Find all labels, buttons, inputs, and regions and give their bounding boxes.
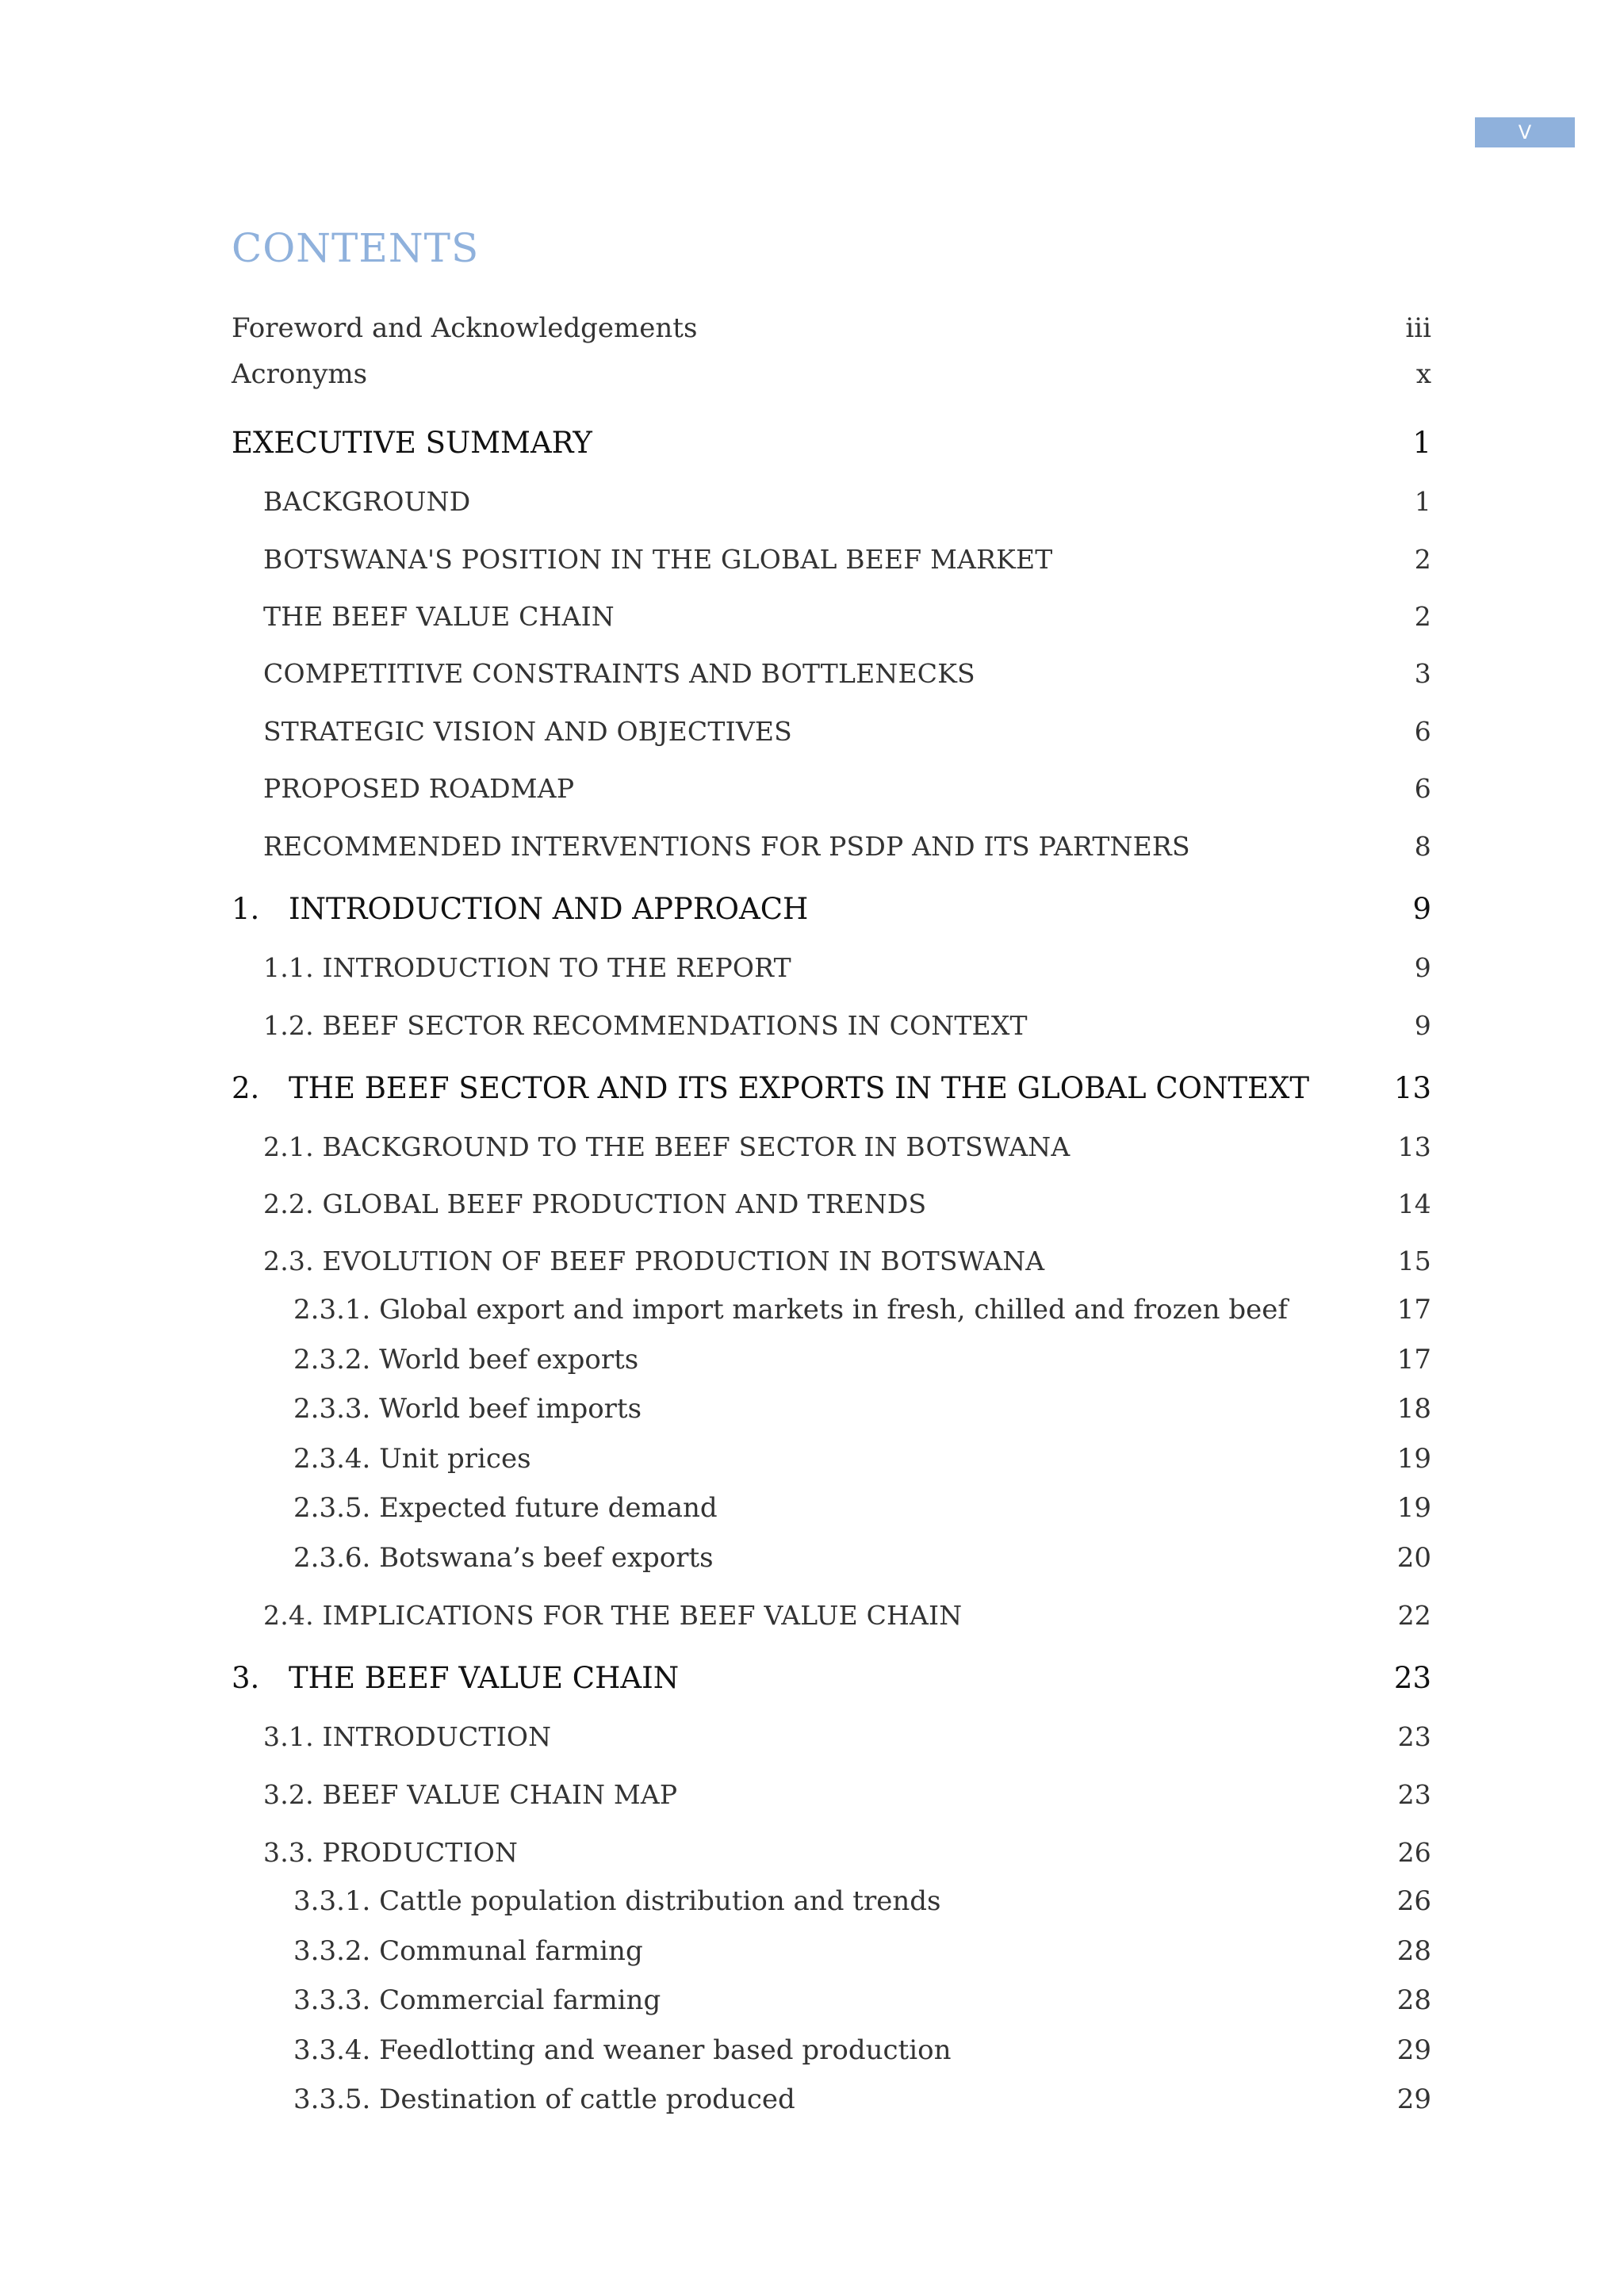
toc-entry-label: INTRODUCTION AND APPROACH bbox=[289, 891, 809, 926]
toc-entry-label: THE BEEF SECTOR AND ITS EXPORTS IN THE GLOBAL CONTEXT bbox=[289, 1070, 1310, 1105]
toc-entry-label: 2.3.1. Global export and import markets in fresh, chilled and frozen beef bbox=[293, 1294, 1288, 1326]
toc-entry-label: 2.3.6. Botswana’s beef exports bbox=[293, 1542, 714, 1574]
toc-entry-label: 1.1. INTRODUCTION TO THE REPORT bbox=[263, 951, 791, 983]
toc-entry-label: BACKGROUND bbox=[263, 485, 471, 517]
toc-entry[interactable] bbox=[0, 1978, 1624, 2022]
toc-entry[interactable] bbox=[0, 1437, 1624, 1481]
toc-entry[interactable] bbox=[0, 1929, 1624, 1973]
toc-entry[interactable] bbox=[0, 651, 1624, 695]
toc-entry[interactable] bbox=[0, 824, 1624, 868]
toc-entry[interactable] bbox=[0, 1536, 1624, 1580]
toc-entry-page: 23 bbox=[1397, 1778, 1431, 1810]
toc-entry-page: 17 bbox=[1396, 1344, 1431, 1376]
toc-entry-page: 28 bbox=[1396, 1935, 1431, 1967]
toc-entry[interactable] bbox=[0, 1337, 1624, 1382]
toc-entry-page: 23 bbox=[1397, 1720, 1431, 1752]
toc-chapter-number: 2. bbox=[232, 1070, 260, 1105]
toc-entry-page: 17 bbox=[1396, 1294, 1431, 1326]
toc-entry-page: 29 bbox=[1396, 2034, 1431, 2066]
toc-entry[interactable] bbox=[0, 594, 1624, 638]
toc-entry-page: 15 bbox=[1397, 1245, 1431, 1276]
toc-entry[interactable] bbox=[0, 1714, 1624, 1758]
toc-entry-executive-summary[interactable] bbox=[0, 420, 1624, 465]
toc-entry-page: 20 bbox=[1396, 1542, 1431, 1574]
toc-entry-page: 9 bbox=[1412, 891, 1431, 926]
toc-entry-label: COMPETITIVE CONSTRAINTS AND BOTTLENECKS bbox=[263, 657, 975, 689]
toc-entry-foreword[interactable] bbox=[0, 306, 1624, 350]
toc-entry-page: 1 bbox=[1412, 425, 1431, 460]
toc-entry-label: 3.3.2. Communal farming bbox=[293, 1935, 643, 1967]
contents-title: CONTENTS bbox=[232, 225, 480, 271]
page-number-badge: V bbox=[1475, 117, 1575, 147]
toc-entry-page: 13 bbox=[1393, 1070, 1431, 1105]
toc-entry-page: 13 bbox=[1397, 1131, 1431, 1162]
toc-entry-label: 3.3.5. Destination of cattle produced bbox=[293, 2084, 795, 2115]
toc-entry-label: 2.4. IMPLICATIONS FOR THE BEEF VALUE CHAIN bbox=[263, 1599, 963, 1631]
toc-entry-label: 2.1. BACKGROUND TO THE BEEF SECTOR IN BOTSWANA bbox=[263, 1131, 1071, 1162]
toc-entry-label: STRATEGIC VISION AND OBJECTIVES bbox=[263, 715, 792, 747]
toc-entry-label: BOTSWANA'S POSITION IN THE GLOBAL BEEF MARKET bbox=[263, 543, 1053, 575]
toc-entry[interactable] bbox=[0, 1879, 1624, 1923]
toc-entry-page: iii bbox=[1405, 312, 1431, 344]
toc-entry-label: 2.3. EVOLUTION OF BEEF PRODUCTION IN BOTSWANA bbox=[263, 1245, 1045, 1276]
toc-entry-label: RECOMMENDED INTERVENTIONS FOR PSDP AND ITS PARTNERS bbox=[263, 830, 1190, 862]
toc-entry-page: 2 bbox=[1414, 543, 1431, 575]
toc-entry[interactable] bbox=[0, 1772, 1624, 1816]
toc-entry[interactable] bbox=[0, 1486, 1624, 1530]
toc-entry[interactable] bbox=[0, 1124, 1624, 1169]
toc-entry-page: 6 bbox=[1414, 772, 1431, 804]
toc-chapter-3[interactable] bbox=[0, 1655, 1624, 1700]
toc-entry[interactable] bbox=[0, 1288, 1624, 1332]
toc-entry[interactable] bbox=[0, 1238, 1624, 1283]
toc-entry-page: 2 bbox=[1414, 600, 1431, 632]
toc-entry-label: PROPOSED ROADMAP bbox=[263, 772, 575, 804]
toc-entry[interactable] bbox=[0, 1003, 1624, 1047]
toc-entry[interactable] bbox=[0, 709, 1624, 753]
toc-entry-label: 2.3.5. Expected future demand bbox=[293, 1492, 718, 1524]
toc-entry-page: x bbox=[1415, 358, 1431, 390]
toc-entry-label: EXECUTIVE SUMMARY bbox=[232, 425, 592, 460]
toc-entry-page: 9 bbox=[1414, 1009, 1431, 1041]
toc-chapter-2[interactable] bbox=[0, 1066, 1624, 1110]
toc-entry[interactable] bbox=[0, 1830, 1624, 1874]
toc-entry-label: 3.3. PRODUCTION bbox=[263, 1836, 519, 1868]
toc-chapter-1[interactable] bbox=[0, 886, 1624, 931]
toc-entry[interactable] bbox=[0, 766, 1624, 810]
toc-entry-page: 3 bbox=[1414, 657, 1431, 689]
toc-entry-label: 2.3.4. Unit prices bbox=[293, 1443, 531, 1475]
toc-entry-page: 6 bbox=[1414, 715, 1431, 747]
toc-entry[interactable] bbox=[0, 537, 1624, 581]
toc-entry[interactable] bbox=[0, 1387, 1624, 1431]
toc-entry[interactable] bbox=[0, 2028, 1624, 2072]
toc-entry-page: 9 bbox=[1414, 951, 1431, 983]
toc-entry-label: THE BEEF VALUE CHAIN bbox=[289, 1660, 680, 1695]
toc-chapter-number: 1. bbox=[232, 891, 260, 926]
toc-entry-page: 26 bbox=[1397, 1836, 1431, 1868]
toc-entry-page: 14 bbox=[1397, 1188, 1431, 1219]
toc-entry[interactable] bbox=[0, 1181, 1624, 1226]
toc-entry-page: 19 bbox=[1396, 1492, 1431, 1524]
toc-entry-label: 3.3.1. Cattle population distribution and trends bbox=[293, 1885, 941, 1917]
toc-entry-label: 1.2. BEEF SECTOR RECOMMENDATIONS IN CONTEXT bbox=[263, 1009, 1028, 1041]
toc-entry-label: Acronyms bbox=[232, 358, 368, 390]
toc-chapter-number: 3. bbox=[232, 1660, 260, 1695]
toc-entry-page: 23 bbox=[1393, 1660, 1431, 1695]
toc-entry-page: 19 bbox=[1396, 1443, 1431, 1475]
toc-entry-label: 3.3.4. Feedlotting and weaner based production bbox=[293, 2034, 952, 2066]
toc-entry-acronyms[interactable] bbox=[0, 352, 1624, 396]
toc-entry-label: 3.2. BEEF VALUE CHAIN MAP bbox=[263, 1778, 678, 1810]
toc-entry-page: 1 bbox=[1414, 485, 1431, 517]
toc-entry[interactable] bbox=[0, 2077, 1624, 2122]
toc-entry-page: 22 bbox=[1397, 1599, 1431, 1631]
toc-entry-page: 18 bbox=[1396, 1393, 1431, 1425]
toc-entry[interactable] bbox=[0, 479, 1624, 523]
toc-entry-label: 2.2. GLOBAL BEEF PRODUCTION AND TRENDS bbox=[263, 1188, 927, 1219]
toc-entry-label: 2.3.2. World beef exports bbox=[293, 1344, 639, 1376]
toc-entry-label: 3.1. INTRODUCTION bbox=[263, 1720, 552, 1752]
toc-entry-page: 29 bbox=[1396, 2084, 1431, 2115]
toc-entry-label: Foreword and Acknowledgements bbox=[232, 312, 698, 344]
toc-entry-label: THE BEEF VALUE CHAIN bbox=[263, 600, 615, 632]
toc-entry-label: 3.3.3. Commercial farming bbox=[293, 1984, 661, 2016]
toc-entry-page: 8 bbox=[1414, 830, 1431, 862]
toc-entry-page: 26 bbox=[1396, 1885, 1431, 1917]
toc-entry[interactable] bbox=[0, 1593, 1624, 1637]
toc-entry-label: 2.3.3. World beef imports bbox=[293, 1393, 642, 1425]
toc-entry-page: 28 bbox=[1396, 1984, 1431, 2016]
toc-entry[interactable] bbox=[0, 945, 1624, 989]
